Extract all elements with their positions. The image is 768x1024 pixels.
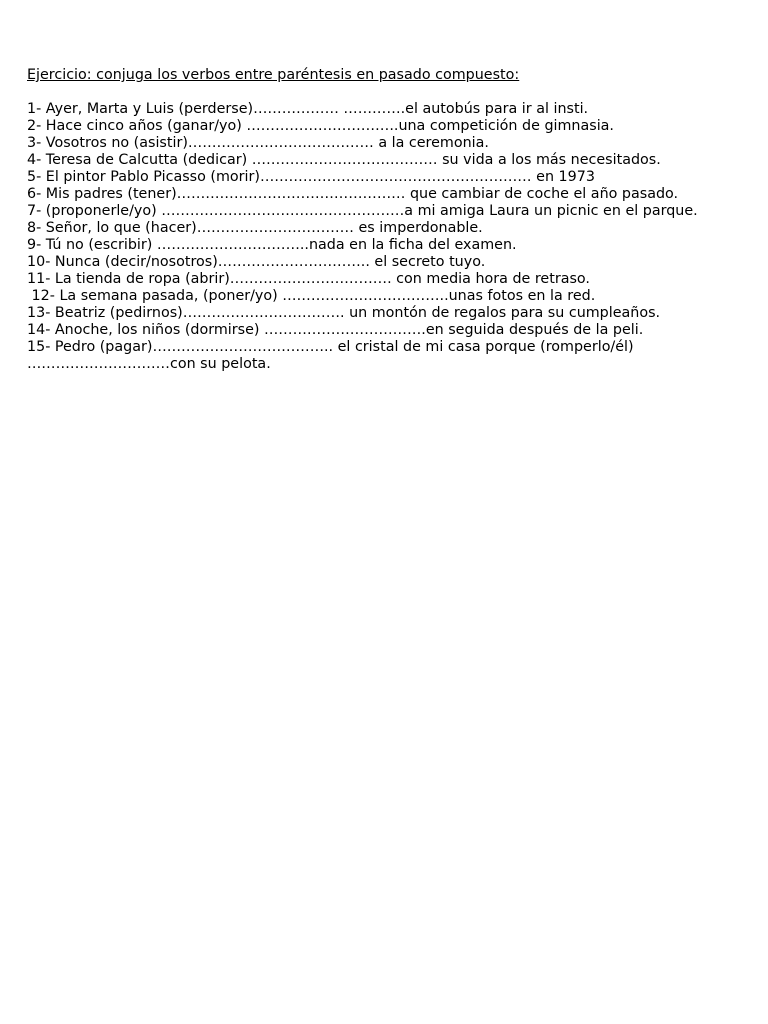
- exercise-title: Ejercicio: conjuga los verbos entre paréntesis en pasado compuesto:: [27, 67, 520, 83]
- exercise-item-3: 3- Vosotros no (asistir)………………………………… a la ceremonia.: [27, 135, 489, 151]
- exercise-item-6: 6- Mis padres (tener)………………………………………… que cambiar de coche el año pasado.: [27, 186, 679, 202]
- exercise-item-15: 15- Pedro (pagar)……………………………….. el cristal de mi casa porque (romperlo/él) …………………………con su pelota.: [27, 339, 634, 372]
- exercise-item-10: 10- Nunca (decir/nosotros)………………………….. el secreto tuyo.: [27, 254, 486, 270]
- exercise-item-12: 12- La semana pasada, (poner/yo) ……………………………..unas fotos en la red.: [27, 288, 596, 304]
- exercise-item-8: 8- Señor, lo que (hacer)…………………………… es imperdonable.: [27, 220, 483, 236]
- exercise-item-9: 9- Tú no (escribir) …………………………..nada en la ficha del examen.: [27, 237, 517, 253]
- exercise-item-1: 1- Ayer, Marta y Luis (perderse)……………… ………….el autobús para ir al insti.: [27, 101, 589, 117]
- exercise-item-11: 11- La tienda de ropa (abrir)……………………………. con media hora de retraso.: [27, 271, 590, 287]
- exercise-item-7: 7- (proponerle/yo) ……………………………………………a mi amiga Laura un picnic en el parque.: [27, 203, 698, 219]
- exercise-item-13: 13- Beatriz (pedirnos)……………………………. un montón de regalos para su cumpleaños.: [27, 305, 661, 321]
- exercise-item-14: 14- Anoche, los niños (dormirse) …………………………….en seguida después de la peli.: [27, 322, 644, 338]
- worksheet: [27, 67, 739, 373]
- exercise-item-5: 5- El pintor Pablo Picasso (morir)………………………………………………… en 1973: [27, 169, 595, 185]
- exercise-item-2: 2- Hace cinco años (ganar/yo) …………………………..una competición de gimnasia.: [27, 118, 614, 134]
- exercise-list: [27, 101, 739, 373]
- exercise-item-4: 4- Teresa de Calcutta (dedicar) ………………………………… su vida a los más necesitados.: [27, 152, 661, 168]
